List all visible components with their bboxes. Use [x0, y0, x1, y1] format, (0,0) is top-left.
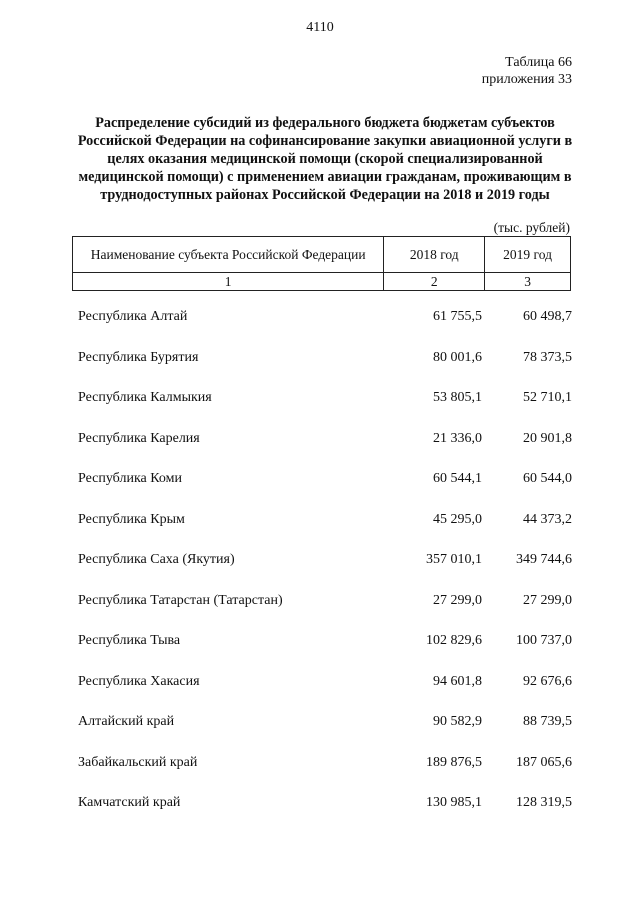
value-2019: 349 744,6	[516, 552, 572, 567]
table-row	[78, 795, 572, 836]
table-row	[78, 674, 572, 715]
subject-name: Республика Алтай	[78, 309, 188, 324]
value-2018: 189 876,5	[426, 754, 482, 770]
table-row	[78, 512, 572, 553]
value-2018: 102 829,6	[426, 633, 482, 648]
subject-name: Забайкальский край	[78, 754, 198, 770]
table-row	[78, 350, 572, 391]
table-row	[78, 755, 572, 796]
value-2019: 128 319,5	[516, 795, 572, 810]
table-header	[72, 236, 571, 291]
value-2019: 60 544,0	[523, 471, 572, 486]
table-row	[78, 309, 572, 350]
value-2019: 60 498,7	[523, 309, 572, 324]
value-2018: 90 582,9	[433, 714, 482, 729]
value-2019: 100 737,0	[516, 633, 572, 648]
table-body	[78, 309, 572, 836]
header-year-2019: 2019 год	[485, 237, 571, 273]
value-2018: 80 001,6	[433, 349, 482, 365]
table-reference	[482, 54, 572, 88]
value-2019: 27 299,0	[523, 592, 572, 608]
subject-name: Республика Крым	[78, 511, 185, 527]
value-2018: 21 336,0	[433, 430, 482, 446]
value-2019: 88 739,5	[523, 714, 572, 729]
value-2018: 357 010,1	[426, 552, 482, 567]
table-row	[78, 714, 572, 755]
header-year-2018: 2018 год	[384, 237, 485, 273]
table-row	[78, 471, 572, 512]
page-number: 4110	[306, 20, 334, 35]
table-row	[78, 552, 572, 593]
value-2018: 60 544,1	[433, 471, 482, 486]
value-2019: 187 065,6	[516, 754, 572, 770]
subject-name: Республика Карелия	[78, 430, 200, 446]
appendix-number: приложения 33	[481, 72, 572, 87]
value-2019: 20 901,8	[523, 430, 572, 446]
value-2018: 27 299,0	[433, 592, 482, 608]
table-row	[78, 390, 572, 431]
value-2018: 45 295,0	[433, 511, 482, 527]
value-2018: 94 601,8	[433, 673, 482, 689]
value-2018: 53 805,1	[433, 390, 482, 405]
subject-name: Республика Калмыкия	[78, 390, 212, 405]
subject-name: Республика Бурятия	[78, 349, 199, 365]
value-2019: 44 373,2	[523, 511, 572, 527]
value-2018: 130 985,1	[426, 795, 482, 810]
subject-name: Республика Татарстан (Татарстан)	[78, 592, 283, 608]
units-label: (тыс. рублей)	[493, 220, 570, 235]
subject-name: Камчатский край	[78, 795, 181, 810]
subject-name: Республика Саха (Якутия)	[78, 552, 235, 567]
value-2018: 61 755,5	[433, 309, 482, 324]
table-row	[78, 633, 572, 674]
subject-name: Республика Коми	[78, 471, 182, 486]
subject-name: Республика Тыва	[78, 633, 181, 648]
header-column-number-1: 1	[73, 273, 384, 291]
subject-name: Алтайский край	[78, 714, 175, 729]
table-row	[78, 593, 572, 634]
table-row	[78, 431, 572, 472]
header-column-number-3: 3	[485, 273, 571, 291]
header-column-number-2: 2	[384, 273, 485, 291]
header-subject-name: Наименование субъекта Российской Федерации	[73, 237, 384, 273]
document-title: Распределение субсидий из федерального бюджета бюджетам субъектов Российской Федерации на софинансирование закупки авиационной услуги в целях оказания медицинской помощи (скорой специализированной медицинской помощи) с применением авиации гражданам, проживающим в труднодоступных районах Российской Федерации на 2018 и 2019 годы	[77, 115, 573, 203]
table-number: Таблица 66	[505, 55, 572, 70]
subject-name: Республика Хакасия	[78, 673, 200, 689]
value-2019: 52 710,1	[523, 390, 572, 405]
value-2019: 78 373,5	[523, 349, 572, 365]
value-2019: 92 676,6	[523, 673, 572, 689]
